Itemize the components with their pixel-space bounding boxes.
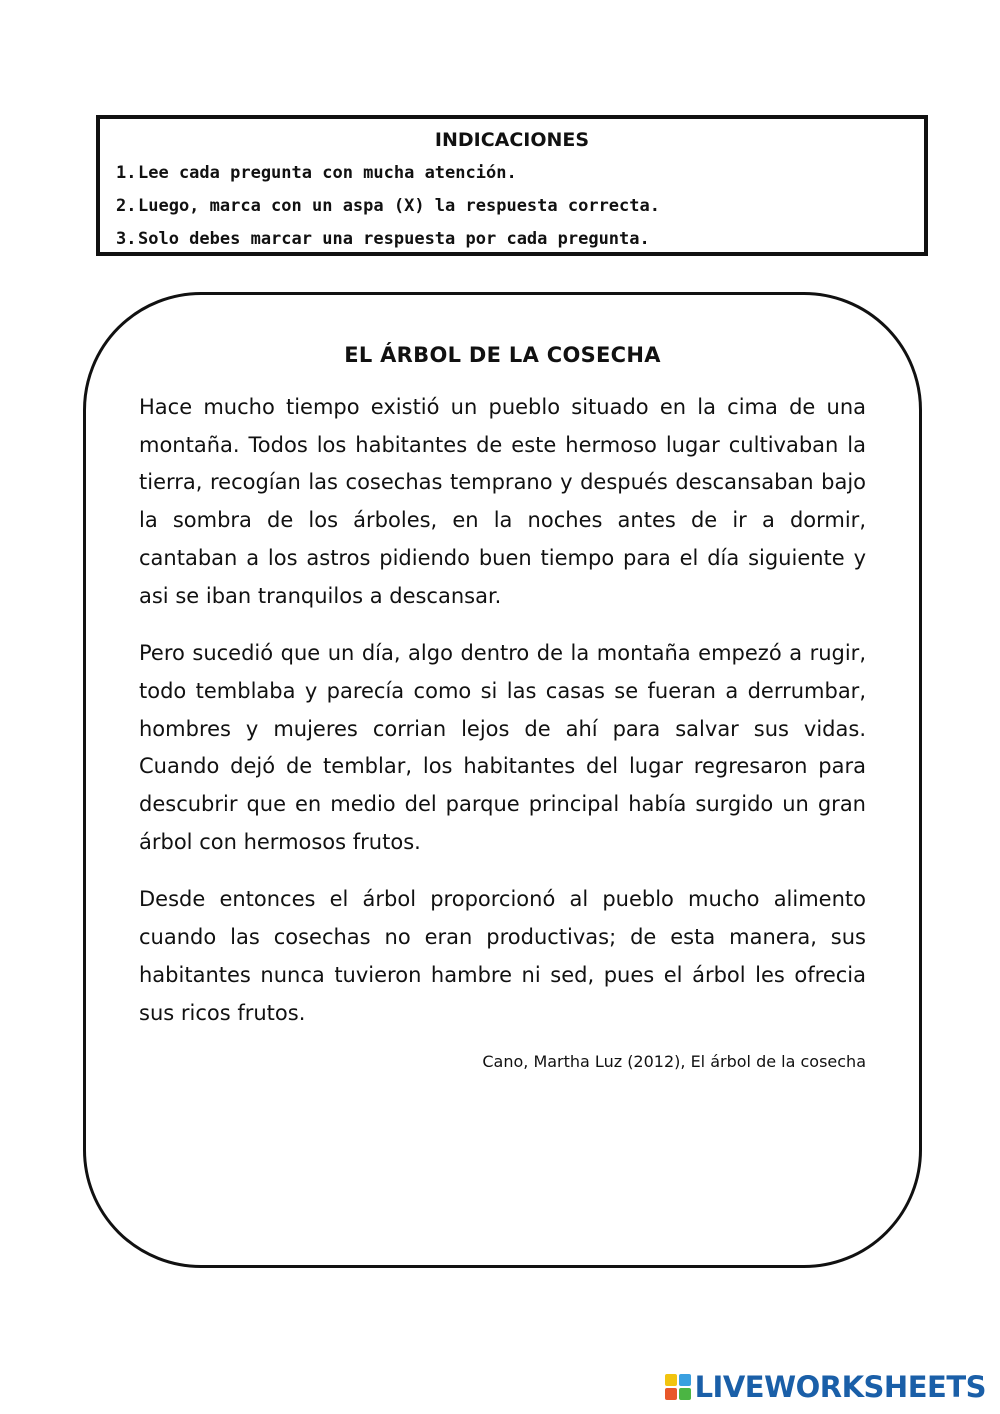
logo-square (665, 1388, 677, 1400)
story-paragraph: Pero sucedió que un día, algo dentro de la montaña empezó a rugir, todo temblaba y parecía como si las casas se fueran a derrumbar, hombres y mujeres corrian lejos de ahí para salvar sus vidas. Cuando dejó de temblar, los habitantes del lugar regresaron para descubrir que en medio del parque principal había surgido un gran árbol con hermosos frutos. (139, 641, 866, 854)
story-paragraph: Hace mucho tiempo existió un pueblo situado en la cima de una montaña. Todos los habitantes de este hermoso lugar cultivaban la tierra, recogían las cosechas temprano y después descansaban bajo la sombra de los árboles, en la noches antes de ir a dormir, cantaban a los astros pidiendo buen tiempo para el día siguiente y asi se iban tranquilos a descansar. (139, 395, 866, 608)
liveworksheets-brand[interactable] (665, 1372, 986, 1402)
brand-name: LIVEWORKSHEETS (694, 1370, 986, 1404)
logo-square (679, 1388, 691, 1400)
instruction-text: Solo debes marcar una respuesta por cada pregunta. (138, 229, 650, 249)
instruction-text: Luego, marca con un aspa (X) la respuesta correcta. (138, 196, 660, 216)
story-box (83, 292, 922, 1268)
instruction-item (116, 157, 908, 190)
instruction-text: Lee cada pregunta con mucha atención. (138, 163, 517, 183)
instruction-number: 2. (116, 196, 137, 216)
instruction-item (116, 223, 908, 256)
logo-square (665, 1374, 677, 1386)
story-paragraph: Desde entonces el árbol proporcionó al pueblo mucho alimento cuando las cosechas no eran productivas; de esta manera, sus habitantes nunca tuvieron hambre ni sed, pues el árbol les ofrecia sus ricos frutos. (139, 887, 866, 1025)
instructions-title: INDICACIONES (434, 129, 590, 151)
story-citation: Cano, Martha Luz (2012), El árbol de la cosecha (482, 1052, 866, 1072)
instructions-list (116, 157, 908, 256)
logo-square (679, 1374, 691, 1386)
instruction-number: 1. (116, 163, 137, 183)
instructions-box (96, 115, 928, 256)
liveworksheets-logo-icon (665, 1374, 691, 1400)
story-title: EL ÁRBOL DE LA COSECHA (344, 343, 661, 367)
instruction-item (116, 190, 908, 223)
instruction-number: 3. (116, 229, 137, 249)
